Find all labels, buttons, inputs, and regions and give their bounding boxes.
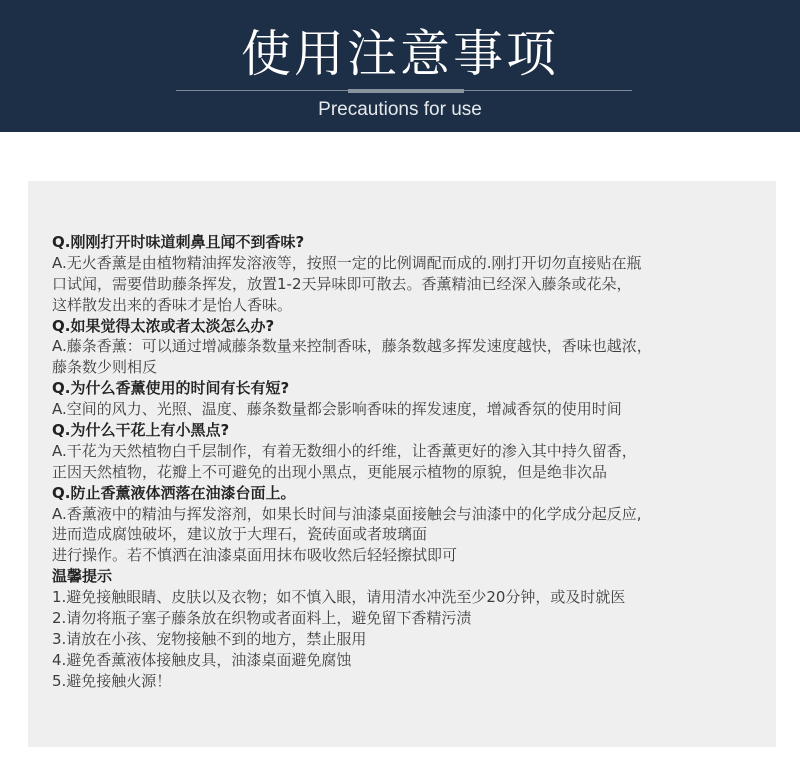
header-banner [0, 0, 800, 132]
answer-line: 2.请勿将瓶子塞子藤条放在织物或者面料上，避免留下香精污渍 [52, 609, 472, 628]
question-line: Q.为什么香薰使用的时间有长有短? [52, 379, 290, 398]
answer-line: 5.避免接触火源！ [52, 671, 172, 690]
page-subtitle: Precautions for use [318, 99, 482, 120]
answer-line: A.香薰液中的精油与挥发溶剂，如果长时间与油漆桌面接触会与油漆中的化学成分起反应, [52, 504, 642, 523]
answer-line: 正因天然植物，花瓣上不可避免的出现小黑点，更能展示植物的原貌，但是绝非次品 [52, 462, 608, 481]
answer-line: 藤条数少则相反 [52, 358, 158, 377]
answer-line: 1.避免接触眼睛、皮肤以及衣物；如不慎入眼，请用清水冲洗至少20分钟，或及时就医 [52, 588, 626, 607]
answer-line: 这样散发出来的香味才是怡人香味。 [52, 295, 293, 314]
answer-line: 3.请放在小孩、宠物接触不到的地方，禁止服用 [52, 629, 367, 648]
question-line: Q.刚刚打开时味道刺鼻且闻不到香味? [52, 233, 305, 251]
answer-line: 进而造成腐蚀破坏，建议放于大理石，瓷砖面或者玻璃面 [52, 525, 428, 544]
answer-line: A.无火香薰是由植物精油挥发溶液等，按照一定的比例调配而成的.刚打开切勿直接贴在瓶 [52, 253, 642, 272]
question-line: Q.如果觉得太浓或者太淡怎么办? [52, 316, 275, 335]
answer-line: A.藤条香薰：可以通过增减藤条数量来控制香味，藤条数越多挥发速度越快，香味也越浓， [52, 337, 652, 356]
question-line: Q.防止香薰液体洒落在油漆台面上。 [52, 483, 296, 502]
answer-line: 4.避免香薰液体接触皮具，油漆桌面避免腐蚀 [52, 650, 352, 669]
title-divider-accent [348, 89, 464, 93]
question-line: 温馨提示 [52, 567, 113, 586]
question-line: Q.为什么干花上有小黑点? [52, 421, 230, 440]
faq-content [52, 232, 762, 692]
answer-line: A.干花为天然植物白千层制作，有着无数细小的纤维，让香薰更好的渗入其中持久留香， [52, 441, 637, 460]
answer-line: 口试闻，需要借助藤条挥发，放置1-2天异味即可散去。香薰精油已经深入藤条或花朵， [52, 274, 632, 293]
page-title: 使用注意事项 [241, 25, 559, 83]
answer-line: 进行操作。若不慎洒在油漆桌面用抹布吸收然后轻轻擦拭即可 [52, 546, 458, 565]
answer-line: A.空间的风力、光照、温度、藤条数量都会影响香味的挥发速度，增减香氛的使用时间 [52, 400, 622, 419]
